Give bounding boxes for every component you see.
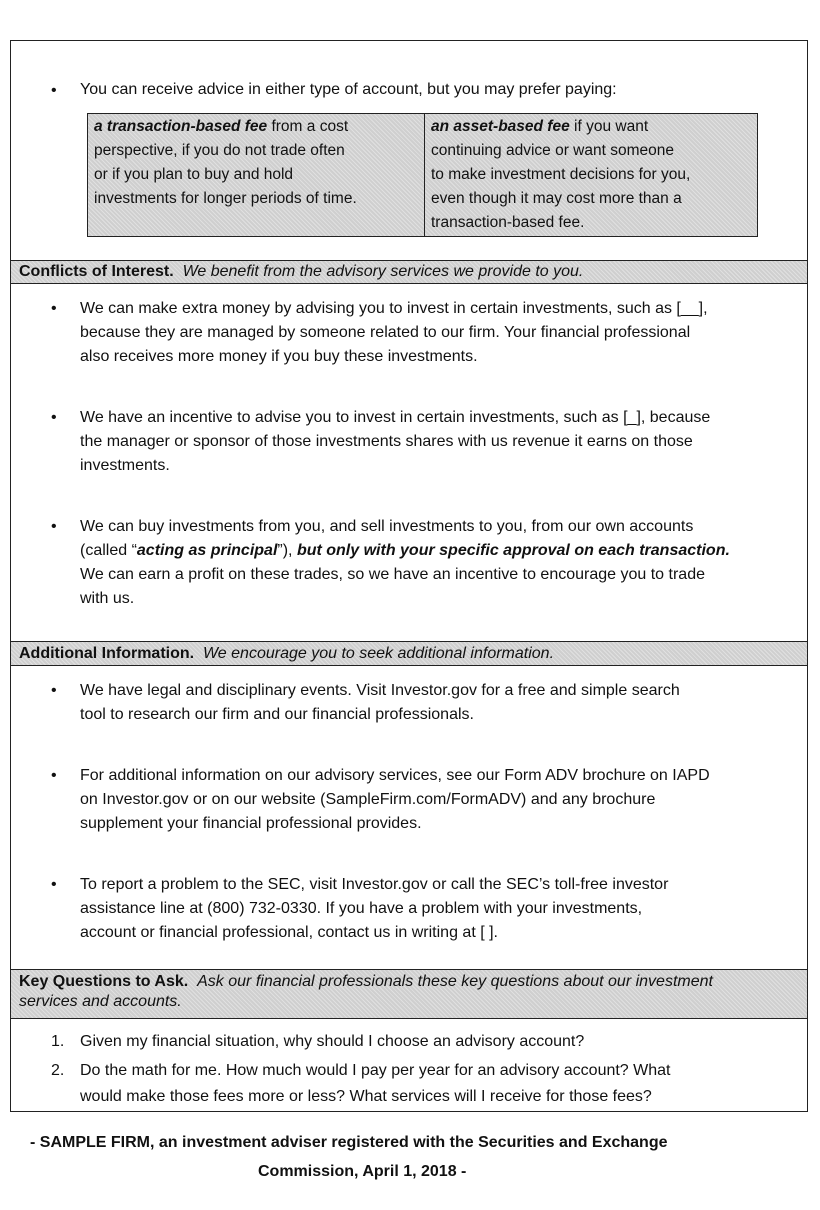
additional-item-3-line: To report a problem to the SEC, visit Investor.gov or call the SEC’s toll-free investor	[80, 876, 669, 893]
key-questions-title: Key Questions to Ask.	[19, 973, 189, 990]
conflict-item-1-line: because they are managed by someone related to our firm. Your financial professional	[80, 324, 691, 341]
key-questions-header	[11, 969, 807, 1019]
additional-item-3-line: account or financial professional, contact us in writing at [ ].	[80, 924, 498, 941]
question-2-text: Do the math for me. How much would I pay per year for an advisory account? What	[80, 1062, 671, 1079]
additional-item-1-line: tool to research our firm and our financial professionals.	[80, 706, 474, 723]
footer-line-2: Commission, April 1, 2018 -	[258, 1163, 467, 1180]
conflict-item-2-line: investments.	[80, 457, 170, 474]
asset-fee-line: transaction-based fee.	[431, 214, 585, 231]
conflict-item-3-line: We can earn a profit on these trades, so we have an incentive to encourage you to trade	[80, 566, 705, 583]
transaction-fee-line: investments for longer periods of time.	[94, 190, 357, 207]
conflict-item-2-line: We have an incentive to advise you to invest in certain investments, such as [_], because	[80, 409, 711, 426]
acting-as-principal-term: acting as principal	[136, 542, 278, 559]
conflict-item-3-text: ”),	[277, 542, 297, 559]
key-questions-subtitle: services and accounts.	[19, 993, 182, 1010]
approval-requirement-text: but only with your specific approval on each transaction.	[296, 542, 730, 559]
intro-bullet: •	[51, 82, 57, 99]
conflict-item-3-line: with us.	[80, 590, 135, 607]
question-number: 1.	[51, 1033, 65, 1050]
transaction-fee-cell	[88, 114, 425, 236]
asset-fee-line: if you want	[569, 118, 649, 135]
additional-info-subtitle: We encourage you to seek additional information.	[202, 645, 555, 662]
transaction-fee-line: perspective, if you do not trade often	[94, 142, 345, 159]
asset-fee-line: continuing advice or want someone	[431, 142, 674, 159]
additional-item-2-line: on Investor.gov or on our website (SampleFirm.com/FormADV) and any brochure	[80, 791, 656, 808]
conflict-item-1-line: also receives more money if you buy these investments.	[80, 348, 478, 365]
additional-info-title: Additional Information.	[19, 645, 195, 662]
conflict-item-2-line: the manager or sponsor of those investments shares with us revenue it earns on those	[80, 433, 693, 450]
document-frame	[10, 40, 808, 1112]
conflict-item-3-text: (called “	[80, 542, 137, 559]
conflicts-subtitle: We benefit from the advisory services we provide to you.	[182, 263, 584, 280]
key-questions-subtitle: Ask our financial professionals these key questions about our investment	[197, 973, 713, 990]
fee-comparison-table	[87, 113, 758, 237]
conflicts-title: Conflicts of Interest.	[19, 263, 174, 280]
conflict-bullet: •	[51, 518, 57, 535]
additional-bullet: •	[51, 682, 57, 699]
question-1-text: Given my financial situation, why should I choose an advisory account?	[80, 1033, 585, 1050]
asset-fee-line: to make investment decisions for you,	[431, 166, 691, 183]
conflict-bullet: •	[51, 300, 57, 317]
additional-item-2-line: supplement your financial professional provides.	[80, 815, 422, 832]
additional-item-1-line: We have legal and disciplinary events. Visit Investor.gov for a free and simple search	[80, 682, 680, 699]
asset-fee-line: even though it may cost more than a	[431, 190, 682, 207]
additional-bullet: •	[51, 767, 57, 784]
conflict-bullet: •	[51, 409, 57, 426]
footer-line-1: - SAMPLE FIRM, an investment adviser registered with the Securities and Exchange	[30, 1134, 668, 1151]
additional-bullet: •	[51, 876, 57, 893]
conflict-item-3-line: We can buy investments from you, and sell investments to you, from our own accounts	[80, 518, 694, 535]
intro-text: You can receive advice in either type of account, but you may prefer paying:	[80, 81, 617, 98]
additional-info-header	[11, 641, 807, 666]
question-number: 2.	[51, 1062, 65, 1079]
asset-fee-term: an asset-based fee	[431, 118, 570, 135]
transaction-fee-line: or if you plan to buy and hold	[94, 166, 294, 183]
additional-item-2-line: For additional information on our advisory services, see our Form ADV brochure on IAPD	[80, 767, 710, 784]
conflict-item-3-line	[80, 541, 730, 561]
conflict-item-1-line: We can make extra money by advising you to invest in certain investments, such as [__],	[80, 300, 708, 317]
asset-fee-cell	[425, 114, 757, 236]
transaction-fee-term: a transaction-based fee	[94, 118, 268, 135]
question-2-text: would make those fees more or less? What services will I receive for those fees?	[80, 1088, 652, 1105]
additional-item-3-line: assistance line at (800) 732-0330. If you have a problem with your investments,	[80, 900, 643, 917]
transaction-fee-line: from a cost	[267, 118, 349, 135]
conflicts-header	[11, 260, 807, 284]
